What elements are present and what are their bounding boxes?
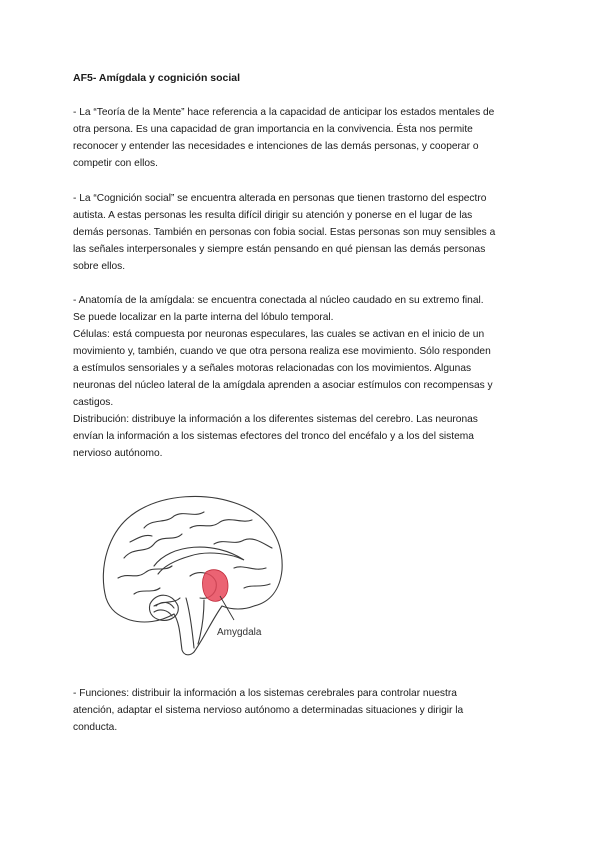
text-line: Se puede localizar en la parte interna del lóbulo temporal.	[73, 312, 334, 323]
text-line: - Funciones: distribuir la información a los sistemas cerebrales para controlar nuestra	[73, 688, 457, 699]
text-line: - La “Cognición social” se encuentra alterada en personas que tienen trastorno del espectro	[73, 193, 487, 204]
paragraph-cognicion-social	[73, 190, 533, 275]
text-line: Células: está compuesta por neuronas especulares, las cuales se activan en el inicio de un	[73, 329, 485, 340]
paragraph-funciones	[73, 685, 533, 736]
text-line: las señales interpersonales y siempre están pensando en qué piensan las demás personas	[73, 244, 486, 255]
text-line: sobre ellos.	[73, 261, 126, 272]
text-line: a estímulos sensoriales y a señales motoras relacionadas con los movimientos. Algunas	[73, 363, 472, 374]
paragraph-anatomia	[73, 292, 533, 462]
figure-label: Amygdala	[217, 627, 262, 638]
text-line: atención, adaptar el sistema nervioso autónomo a determinadas situaciones y dirigir la	[73, 705, 464, 716]
text-line: nervioso autónomo.	[73, 448, 163, 459]
text-line: otra persona. Es una capacidad de gran importancia en la convivencia. Ésta nos permite	[73, 124, 473, 135]
text-line: conducta.	[73, 722, 118, 733]
text-line: neuronas del núcleo lateral de la amígdala aprenden a asociar estímulos con recompensas y	[73, 380, 493, 391]
text-line: castigos.	[73, 397, 114, 408]
paragraph-teoria-mente	[73, 104, 533, 172]
text-line: movimiento y, también, cuando ve que otra persona realiza ese movimiento. Sólo responden	[73, 346, 491, 357]
text-line: - La “Teoría de la Mente” hace referencia a la capacidad de anticipar los estados mentales de	[73, 107, 495, 118]
text-line: demás personas. También en personas con fobia social. Estas personas son muy sensibles a	[73, 227, 496, 238]
text-line: reconocer y entender las necesidades e intenciones de las demás personas, y cooperar o	[73, 141, 479, 152]
text-line: Distribución: distribuye la información a los diferentes sistemas del cerebro. Las neuronas	[73, 414, 478, 425]
text-line: competir con ellos.	[73, 158, 158, 169]
text-line: - Anatomía de la amígdala: se encuentra conectada al núcleo caudado en su extremo final.	[73, 295, 484, 306]
text-line: envían la información a los sistemas efectores del tronco del encéfalo y a los del sistema	[73, 431, 474, 442]
text-line: autista. A estas personas les resulta difícil dirigir su atención y ponerse en el lugar de las	[73, 210, 473, 221]
brain-illustration	[94, 488, 294, 658]
page-title: AF5- Amígdala y cognición social	[73, 72, 241, 84]
